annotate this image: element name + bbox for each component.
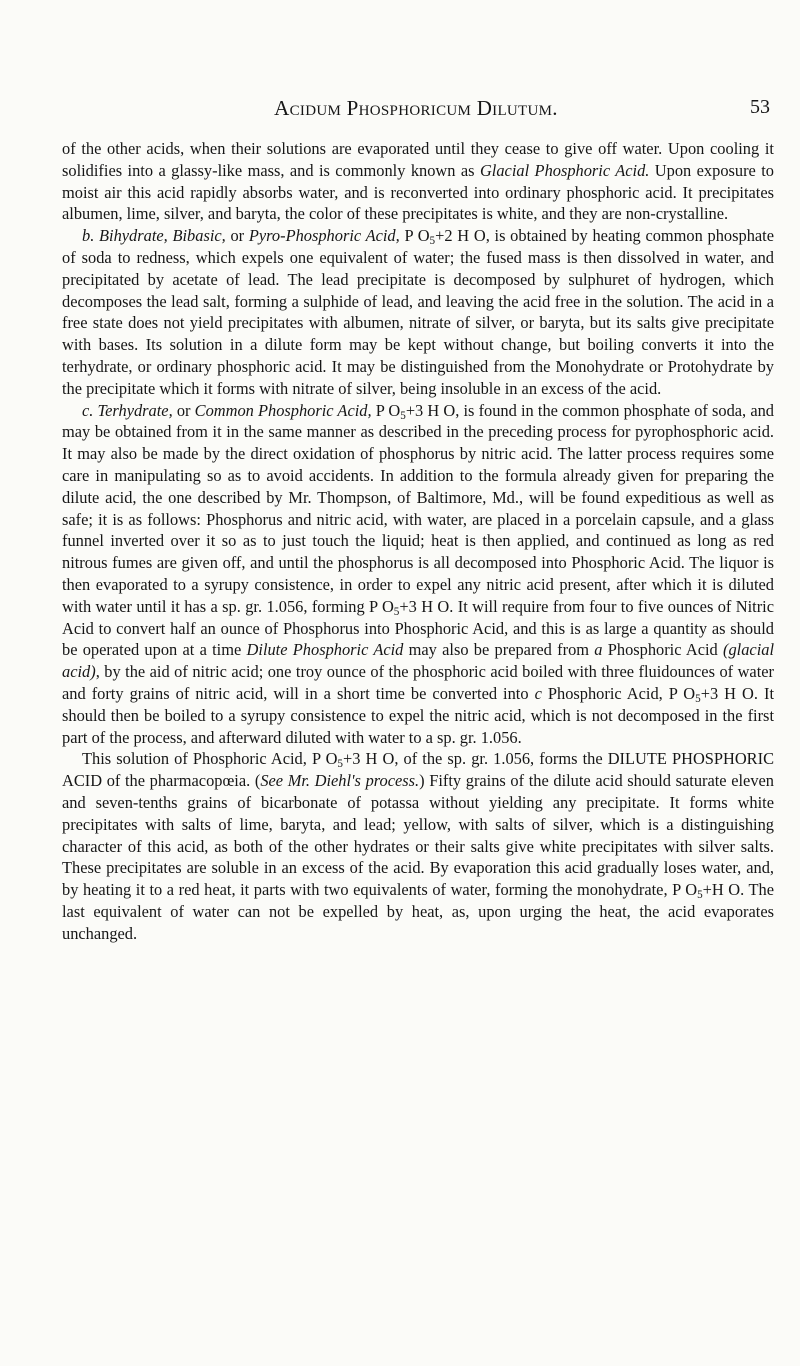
text-run: +3 H O, of the sp. gr. 1.056, forms the DILUTE PHOSPHORIC ACID of the pharmacopœia. (	[62, 749, 775, 791]
italic-text: c. Terhydrate,	[82, 400, 173, 420]
subscript: 5	[337, 758, 343, 771]
italic-text: Pyro-Phosphoric Acid,	[248, 226, 400, 246]
text-run: +3 H O, is found in the common phosphate of soda, and may be obtained from it in the same manner as described in the preceding process for pyrophosphoric acid. It may also be made by the direct oxidation of phosphorus by nitric acid. The latter process requires some care in manipulating so as to avoid accidents. In addition to the formula already given for preparing the dilute acid, the one described by Mr. Thompson, of Baltimore, Md., will be found expeditious as well as safe; it is as follows: Phosphorus and nitric acid, with water, are placed in a porcelain capsule, and a glass funnel inverted over it so as to just touch the liquid; heat is then applied, and continued as long as red nitrous fumes are given off, and until the phosphorus is all decomposed into Phosphoric Acid. The liquor is then evaporated to a syrupy consistence, in order to expel any nitric acid present, after which it is diluted with water until it has a sp. gr. 1.056, forming P O	[62, 400, 774, 616]
text-run: P O	[399, 226, 430, 246]
text-run: may also be prepared from	[403, 640, 595, 660]
text-run: This solution of Phosphoric Acid, P O	[82, 749, 338, 769]
subscript: 5	[697, 889, 703, 902]
italic-text: Common Phosphoric Acid,	[194, 400, 372, 420]
italic-text: See Mr. Diehl's process.	[260, 771, 420, 791]
text-run: ) Fifty grains of the dilute acid should saturate eleven and seven-tenths grains of bicarbonate of potassa without yielding any precipitate. It forms white precipitates with salts of lime, baryta, and lead; yellow, with salts of silver, which is a distinguishing character of this acid, as both of the other hydrates or their salts give white precipitates with silver salts. These precipitates are soluble in an excess of the acid. By evaporation this acid gradually loses water, and, by heating it to a red heat, it parts with two equivalents of water, forming the monohydrate, P O	[62, 771, 774, 900]
paragraph	[62, 138, 774, 225]
subscript: 5	[429, 235, 436, 248]
text-run: Phosphoric Acid	[602, 640, 724, 660]
body-text	[62, 138, 774, 944]
text-run: or	[172, 400, 195, 420]
italic-text: Dilute Phosphoric Acid	[246, 640, 404, 660]
subscript: 5	[695, 693, 701, 706]
subscript: 5	[393, 605, 400, 618]
italic-text: a	[594, 640, 603, 660]
italic-text: (glacial acid)	[62, 640, 774, 682]
text-run: , by the aid of nitric acid; one troy ounce of the phosphoric acid boiled with three fluidounces of water and forty grains of nitric acid, will in a short time be converted into	[62, 662, 774, 703]
paragraph	[62, 748, 774, 944]
text-run: P O	[371, 400, 401, 420]
text-run: Upon exposure to moist air this acid rapidly absorbs water, and is reconverted into ordinary phosphoric acid. It precipitates albumen, lime, silver, and baryta, the color of these precipitates is white, and they are non-crystalline.	[62, 160, 774, 224]
text-run: Phosphoric Acid, P O	[541, 683, 696, 703]
paragraph	[62, 400, 774, 749]
text-run: +3 H O. It should then be boiled to a syrupy consistence to expel the nitric acid, which is not decomposed in the first part of the process, and afterward diluted with water to a sp. gr. 1.056.	[62, 683, 775, 747]
italic-text: c	[534, 683, 542, 703]
page-number: 53	[750, 96, 770, 118]
subscript: 5	[400, 409, 406, 422]
text-run: or	[225, 226, 249, 246]
italic-text: Glacial Phosphoric Acid.	[479, 160, 650, 180]
italic-text: b. Bihydrate, Bibasic,	[82, 226, 226, 246]
running-title: Acidum Phosphoricum Dilutum.	[274, 96, 558, 120]
text-run: +2 H O, is obtained by heating common phosphate of soda to redness, which expels one equivalent of water; the fused mass is then dissolved in water, and precipitated by acetate of lead. The lead precipitate is decomposed by sulphuret of hydrogen, which decomposes the lead salt, forming a sulphide of lead, and leaving the acid free in the solution. The acid in a free state does not yield precipitates with albumen, nitrate of silver, or baryta, but its salts give precipitate with bases. Its solution in a dilute form may be kept without change, but boiling converts it into the terhydrate, or ordinary phosphoric acid. It may be distinguished from the Monohydrate or Protohydrate by the precipitate which it forms with nitrate of silver, being insoluble in an excess of the acid.	[62, 226, 774, 398]
page-header	[62, 96, 770, 126]
text-run: of the other acids, when their solutions are evaporated until they cease to give off water. Upon cooling it solidifies into a glassy-like mass, and is commonly known as	[62, 139, 774, 180]
paragraph	[62, 225, 774, 399]
text-run: +H O. The last equivalent of water can not be expelled by heat, as, upon urging the heat, the acid evaporates unchanged.	[62, 880, 774, 943]
text-run: +3 H O. It will require from four to five ounces of Nitric Acid to convert half an ounce of Phosphorus into Phosphoric Acid, and this is as large a quantity as should be operated upon at a time	[62, 596, 774, 660]
